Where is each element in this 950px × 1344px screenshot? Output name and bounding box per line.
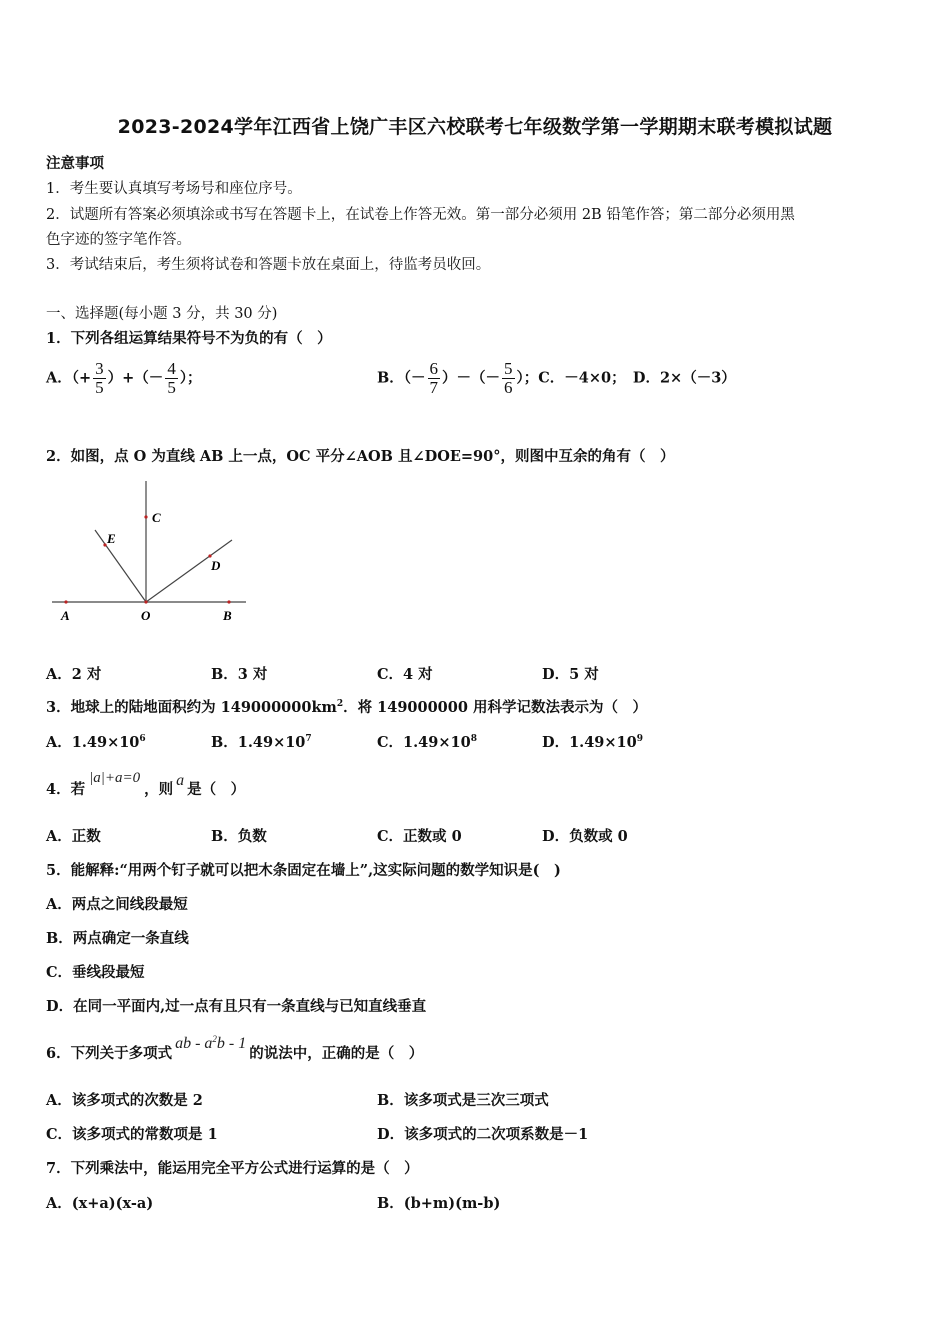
q6-expression	[175, 1035, 246, 1052]
q1-a-f2-den: 5	[167, 377, 176, 397]
q1-b-f2-num: 5	[504, 359, 513, 378]
label-c: C	[152, 510, 161, 525]
q5-option-a: A．两点之间线段最短	[46, 896, 188, 913]
q1-option-a	[46, 360, 202, 397]
q7-stem: 7．下列乘法中，能运用完全平方公式进行运算的是（ ）	[46, 1160, 419, 1177]
q3-a-exp: 6	[139, 734, 146, 744]
q6-pre: 6．下列关于多项式	[46, 1045, 173, 1062]
q3-c-exp: 8	[470, 734, 477, 744]
q1-a-f1-den: 5	[95, 377, 104, 397]
q5-option-c: C．垂线段最短	[46, 964, 145, 981]
section-heading: 一、选择题(每小题 3 分，共 30 分)	[46, 306, 278, 322]
q4-pre: 4．若	[46, 781, 86, 798]
q6-expr-sup: 2	[212, 1034, 217, 1044]
q2-stem: 2．如图，点 O 为直线 AB 上一点，OC 平分∠AOB 且∠DOE=90°，则图中互余的角有（ ）	[46, 448, 675, 465]
point-c	[144, 515, 147, 518]
q2-geometry-figure	[40, 475, 260, 635]
label-b: B	[223, 608, 232, 623]
q3-option-a	[46, 731, 146, 752]
q4-mid: ，则	[144, 781, 174, 798]
notice-item-2-cont: 色字迹的签字笔作答。	[46, 232, 191, 248]
q4-option-d: D．负数或 0	[542, 828, 628, 845]
q5-option-d: D．在同一平面内,过一点有且只有一条直线与已知直线垂直	[46, 998, 427, 1015]
q1-bcd-end: ）；C．－4×0； D．2×（－3）	[516, 369, 736, 387]
point-b	[227, 600, 230, 603]
notice-item-3: 3．考试结束后，考生须将试卷和答题卡放在桌面上，待监考员收回。	[46, 257, 491, 273]
q3-stem-sup: 2	[336, 699, 344, 709]
q3-stem-post: ．将 149000000 用科学记数法表示为（ ）	[343, 699, 647, 716]
label-o: O	[141, 608, 151, 623]
q3-stem-pre: 3．地球上的陆地面积约为 149000000km	[46, 699, 337, 716]
q6-expr-b: b - 1	[216, 1035, 247, 1052]
q6-option-c: C．该多项式的常数项是 1	[46, 1126, 218, 1143]
point-a	[64, 600, 67, 603]
notice-heading: 注意事项	[46, 155, 104, 172]
q3-d-base: D．1.49×10	[542, 734, 637, 751]
q3-option-c	[377, 731, 477, 752]
q1-a-fraction-2	[165, 360, 178, 397]
q6-option-d: D．该多项式的二次项系数是－1	[377, 1126, 589, 1143]
notice-item-1: 1．考生要认真填写考场号和座位序号。	[46, 181, 302, 197]
q1-stem: 1．下列各组运算结果符号不为负的有（ ）	[46, 330, 332, 347]
ray-oe	[95, 530, 146, 602]
q3-c-base: C．1.49×10	[377, 734, 471, 751]
q6-option-b: B．该多项式是三次三项式	[377, 1092, 549, 1109]
q1-b-label: B．（－	[377, 369, 426, 387]
q1-options-bcd	[377, 360, 736, 397]
q7-option-b: B．(b+m)(m-b)	[377, 1195, 501, 1212]
q4-post: 是（ ）	[187, 781, 246, 798]
label-e: E	[107, 531, 116, 546]
q2-option-b: B．3 对	[211, 666, 268, 683]
page-title: 2023-2024学年江西省上饶广丰区六校联考七年级数学第一学期期末联考模拟试题	[117, 116, 833, 138]
q1-a-fraction-1	[93, 360, 106, 397]
q1-b-f2-den: 6	[504, 377, 513, 397]
q2-option-d: D．5 对	[542, 666, 599, 683]
q4-stem	[46, 770, 246, 799]
q7-option-a: A．(x+a)(x-a)	[46, 1195, 154, 1212]
q6-option-a: A．该多项式的次数是 2	[46, 1092, 203, 1109]
q3-a-base: A．1.49×10	[46, 734, 140, 751]
q3-option-b	[211, 731, 312, 752]
q1-b-fraction-1	[428, 360, 441, 397]
q5-option-b: B．两点确定一条直线	[46, 930, 189, 947]
q1-b-f1-den: 7	[429, 377, 439, 397]
q4-option-b: B．负数	[211, 828, 267, 845]
label-d: D	[211, 558, 221, 573]
q2-option-a: A．2 对	[46, 666, 102, 683]
q5-stem: 5．能解释:“用两个钉子就可以把木条固定在墙上”,这实际问题的数学知识是( )	[46, 862, 561, 879]
q1-b-mid: ）－（－	[442, 369, 501, 387]
q2-option-c: C．4 对	[377, 666, 433, 683]
q3-d-exp: 9	[636, 734, 643, 744]
q1-b-f1-num: 6	[429, 359, 439, 378]
q6-post: 的说法中，正确的是（ ）	[249, 1045, 424, 1062]
q3-b-base: B．1.49×10	[211, 734, 306, 751]
q3-option-d	[542, 731, 643, 752]
q3-stem	[46, 696, 647, 717]
q4-option-a: A．正数	[46, 828, 101, 845]
q4-option-c: C．正数或 0	[377, 828, 462, 845]
q1-a-f1-num: 3	[95, 359, 104, 378]
q1-a-label: A．（+	[46, 369, 92, 387]
q1-a-f2-num: 4	[167, 359, 176, 378]
q3-b-exp: 7	[305, 734, 312, 744]
q1-b-fraction-2	[502, 360, 515, 397]
notice-item-2: 2．试题所有答案必须填涂或书写在答题卡上，在试卷上作答无效。第一部分必须用 2B 铅笔作答；第二部分必须用黑	[46, 207, 795, 223]
q6-expr-a: ab - a	[175, 1035, 213, 1052]
q6-stem	[46, 1034, 424, 1063]
point-o	[144, 600, 147, 603]
q4-expression: |a|+a=0	[89, 770, 141, 786]
q1-a-mid: ）+（－	[107, 369, 164, 387]
q1-a-end: ）；	[179, 369, 202, 387]
q4-variable: a	[176, 772, 185, 789]
label-a: A	[61, 608, 70, 623]
